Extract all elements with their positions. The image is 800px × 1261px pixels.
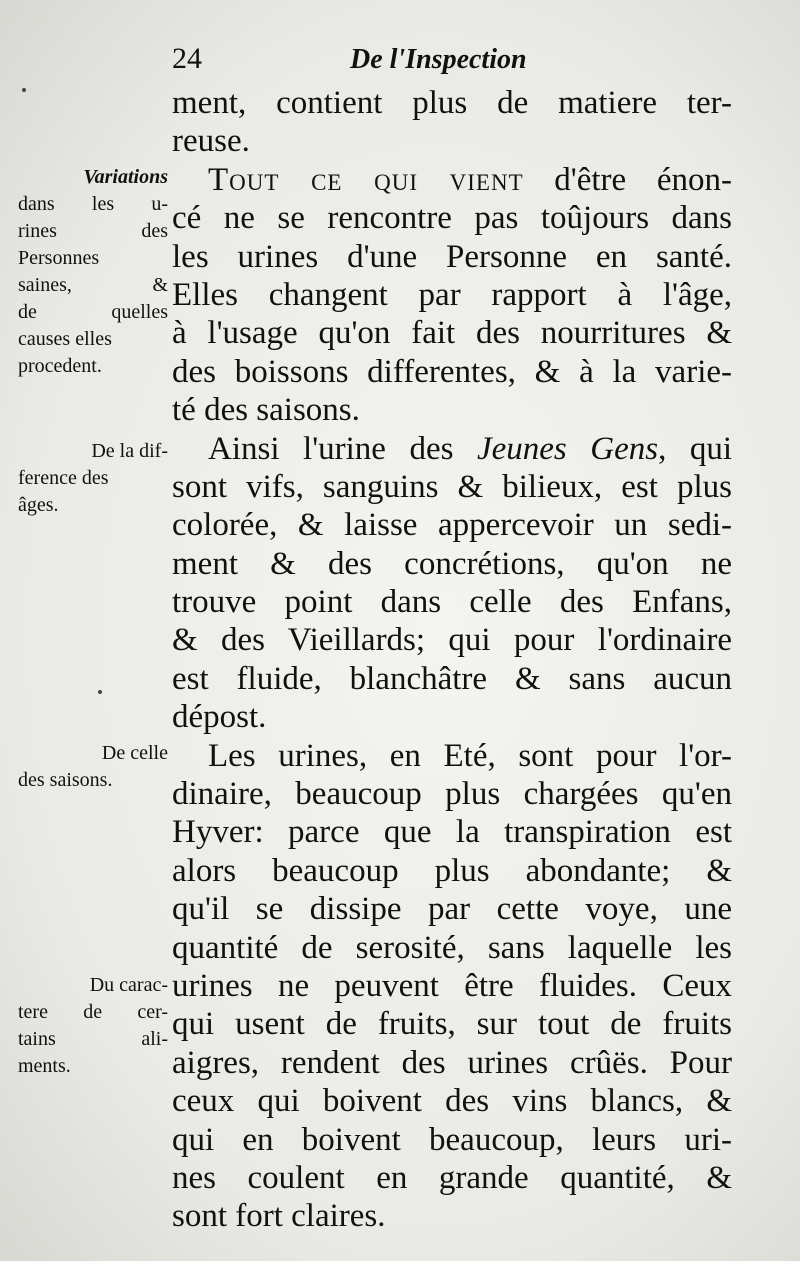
margin-line: tere de cer- [18,1001,168,1023]
text-line: ceux qui boivent des vins blancs, & [172,1083,732,1120]
text-line: les urines d'une Personne en santé. [172,238,732,275]
text-line: qui en boivent beaucoup, leurs uri- [172,1121,732,1158]
margin-line: des saisons. [18,769,113,791]
ink-speck [98,690,102,694]
margin-note-variations [18,164,168,380]
page-header [172,42,732,84]
text-line: aigres, rendent des urines crûës. Pour [172,1044,732,1081]
text-line: ment, contient plus de matiere ter- [172,85,732,121]
ink-speck [22,88,26,92]
text-line: reuse. [172,123,250,160]
text-fragment: , qui [658,430,733,467]
margin-line: causes elles [18,328,112,350]
margin-line: procedent. [18,355,102,377]
text-line: nes coulent en grande quantité, & [172,1159,732,1196]
text-fragment: d'être énon- [523,161,732,198]
margin-line: tains ali- [18,1028,168,1050]
text-line: té des saisons. [172,392,360,429]
margin-line: rines des [18,220,168,242]
text-line: Hyver: parce que la transpiration est [172,814,732,851]
text-line [172,430,732,468]
margin-line: ference des [18,467,109,489]
margin-line: dans les u- [18,193,168,215]
italic-phrase: Jeunes Gens [476,430,659,467]
margin-line: saines, & [18,274,168,296]
text-line: qui usent de fruits, sur tout de fruits [172,1006,732,1043]
text-line: est fluide, blanchâtre & sans aucun [172,660,732,697]
margin-line: De la dif- [91,440,168,462]
margin-line: ments. [18,1055,71,1077]
text-line: dépost. [172,699,267,736]
text-line: des boissons differentes, & à la varie- [172,353,732,390]
text-line: sont vifs, sanguins & bilieux, est plus [172,468,732,505]
page-number: 24 [172,42,202,75]
small-caps-lead: Tout ce qui vient [208,161,524,198]
margin-note-aliments [18,972,168,1080]
text-fragment: Ainsi l'urine des [208,430,477,467]
text-line: ment & des concrétions, qu'on ne [172,545,732,582]
text-line: Les urines, en Eté, sont pour l'or- [208,737,732,774]
text-line: sont fort claires. [172,1198,386,1235]
text-line: trouve point dans celle des Enfans, [172,584,732,621]
margin-line: De celle [101,742,168,764]
margin-line: de quelles [18,301,168,323]
margin-note-ages [18,438,168,519]
margin-line: Variations [83,166,168,188]
margin-note-seasons [18,740,168,794]
text-line: à l'usage qu'on fait des nourritures & [172,315,732,352]
text-line [172,161,732,199]
text-line: Elles changent par rapport à l'âge, [172,276,732,313]
text-line: quantité de serosité, sans laquelle les [172,929,732,966]
text-line: cé ne se rencontre pas toûjours dans [172,200,732,237]
margin-line: Personnes [18,247,100,269]
running-title: De l'Inspection [350,44,527,75]
text-line: colorée, & laisse appercevoir un sedi- [172,507,732,544]
margin-line: âges. [18,494,59,516]
text-line: qu'il se dissipe par cette voye, une [172,891,732,928]
text-line: & des Vieillards; qui pour l'ordinaire [172,622,732,659]
main-text [172,84,732,1236]
text-line: alors beaucoup plus abondante; & [172,852,732,889]
margin-line: Du carac- [89,974,168,996]
text-line: dinaire, beaucoup plus chargées qu'en [172,776,732,813]
text-line: urines ne peuvent être fluides. Ceux [172,967,732,1004]
